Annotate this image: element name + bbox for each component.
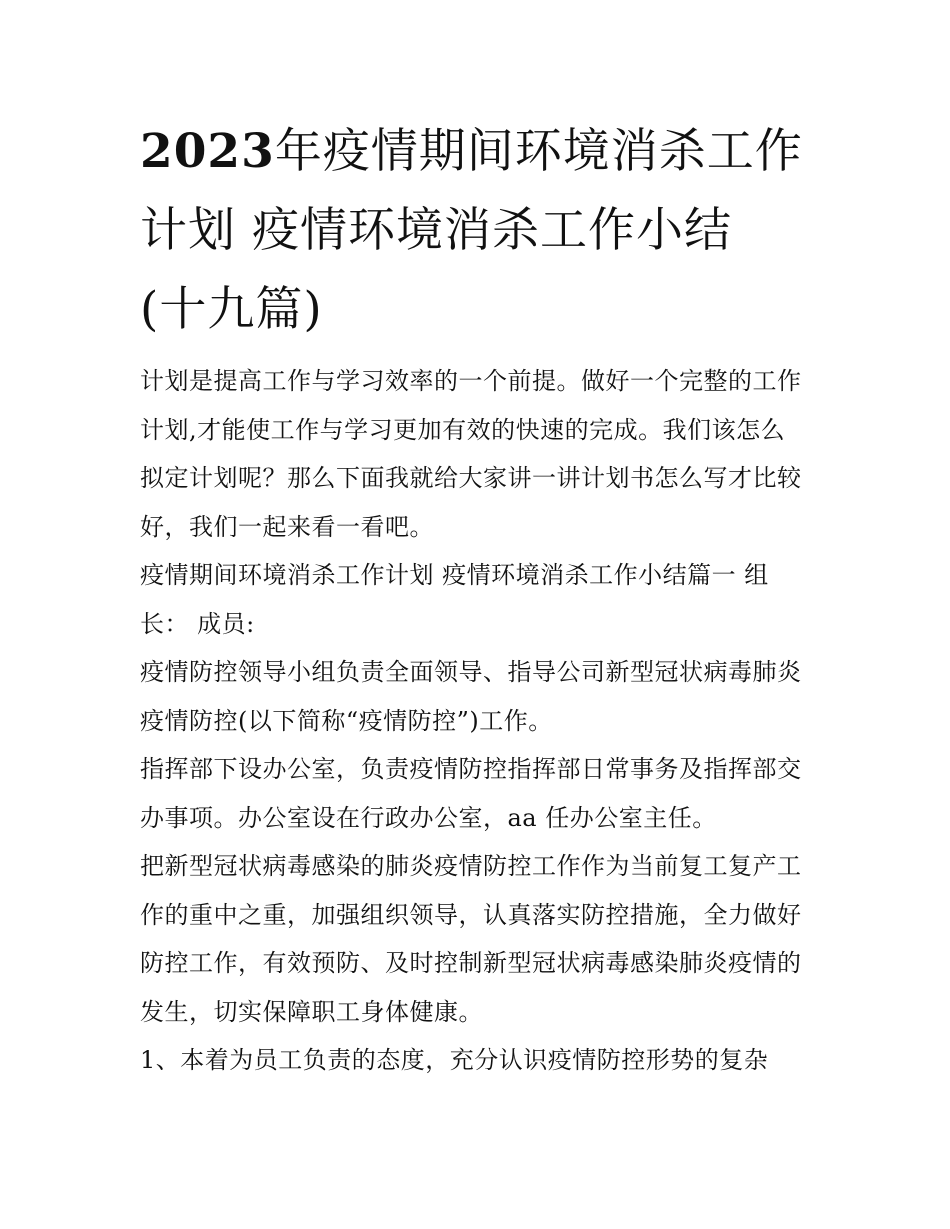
paragraph-section-heading xyxy=(140,551,820,648)
title-year: 2023 xyxy=(140,124,275,179)
text-line: 防控工作，有效预防、及时控制新型冠状病毒感染肺炎疫情的 xyxy=(140,949,802,977)
text-line: 计划,才能使工作与学习更加有效的快速的完成。我们该怎么 xyxy=(140,415,786,444)
text-line: 办事项。办公室设在行政办公室，aa 任办公室主任。 xyxy=(140,803,717,832)
paragraph-office xyxy=(140,745,820,842)
paragraph-intro xyxy=(140,357,820,551)
paragraph-item-1 xyxy=(140,1036,820,1085)
text-line: 疫情期间环境消杀工作计划 疫情环境消杀工作小结篇一 组 xyxy=(140,561,769,589)
title-line-2: 计划 疫情环境消杀工作小结 xyxy=(140,203,732,258)
title-line-1-text: 年疫情期间环境消杀工作 xyxy=(274,124,803,179)
document-body xyxy=(140,357,820,1085)
title-line-3: (十九篇) xyxy=(140,282,323,337)
text-line: 好，我们一起来看一看吧。 xyxy=(140,512,434,541)
text-line: 发生，切实保障职工身体健康。 xyxy=(140,997,483,1026)
paragraph-priority xyxy=(140,842,820,1036)
title-line-1 xyxy=(140,112,820,191)
text-line: 长： 成员: xyxy=(140,609,255,638)
paragraph-leadership xyxy=(140,648,820,745)
text-line: 作的重中之重，加强组织领导，认真落实防控措施，全力做好 xyxy=(140,900,802,929)
text-line: 1、本着为员工负责的态度，充分认识疫情防控形势的复杂 xyxy=(140,1046,769,1074)
text-line: 指挥部下设办公室，负责疫情防控指挥部日常事务及指挥部交 xyxy=(140,755,802,783)
text-line: 计划是提高工作与学习效率的一个前提。做好一个完整的工作 xyxy=(140,367,802,395)
text-line: 疫情防控领导小组负责全面领导、指导公司新型冠状病毒肺炎 xyxy=(140,658,802,686)
text-line: 疫情防控(以下简称“疫情防控”)工作。 xyxy=(140,706,553,735)
text-line: 拟定计划呢？那么下面我就给大家讲一讲计划书怎么写才比较 xyxy=(140,464,802,492)
text-line: 把新型冠状病毒感染的肺炎疫情防控工作作为当前复工复产工 xyxy=(140,852,802,880)
document-title xyxy=(140,112,820,349)
